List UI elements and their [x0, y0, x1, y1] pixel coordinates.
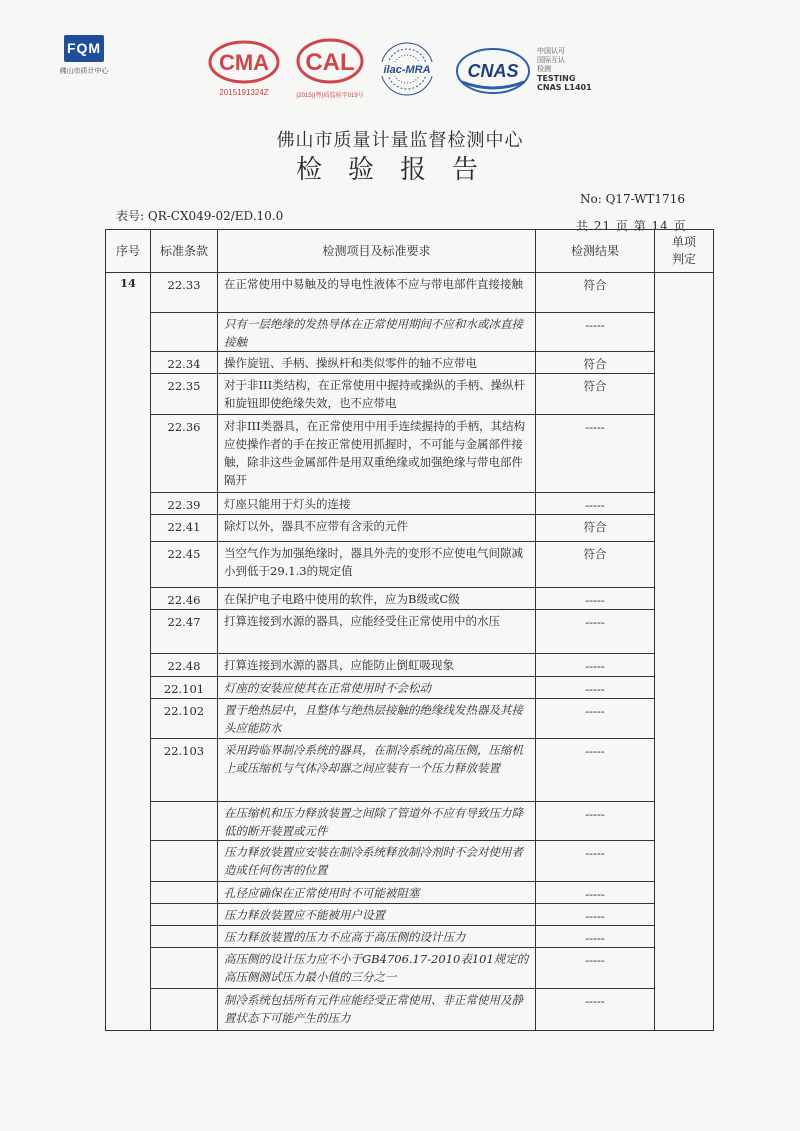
table-row: [106, 610, 714, 654]
result-cell: -----: [536, 654, 655, 677]
cal-seal-icon: [294, 38, 366, 84]
table-row: [106, 352, 714, 374]
result-cell: 符合: [536, 374, 655, 415]
item-cell: 在正常使用中易触及的导电性液体不应与带电部件直接接触: [218, 273, 536, 313]
result-cell: 符合: [536, 542, 655, 588]
cma-code: 2015191324Z: [219, 88, 269, 97]
clause-cell: 22.35: [151, 374, 218, 415]
table-row: [106, 515, 714, 542]
table-row: [106, 588, 714, 610]
table-row: [106, 926, 714, 948]
result-cell: 符合: [536, 273, 655, 313]
table-row: [106, 699, 714, 739]
result-cell: -----: [536, 802, 655, 841]
table-row: [106, 841, 714, 882]
cma-logo: [208, 40, 280, 97]
inspection-table: [105, 229, 714, 1031]
table-row: [106, 654, 714, 677]
item-cell: 操作旋钮、手柄、操纵杆和类似零件的轴不应带电: [218, 352, 536, 374]
item-cell: 压力释放装置应安装在制冷系统释放制冷剂时不会对使用者造成任何伤害的位置: [218, 841, 536, 882]
clause-cell: 22.41: [151, 515, 218, 542]
result-cell: -----: [536, 989, 655, 1031]
table-row: [106, 542, 714, 588]
organization-name: 佛山市质量计量监督检测中心: [276, 130, 524, 151]
page-indicator: 共 21 页 第 14 页: [576, 219, 687, 233]
verdict-cell: [655, 273, 714, 1031]
item-cell: 除灯以外，器具不应带有含汞的元件: [218, 515, 536, 542]
report-title: 检验报告: [295, 155, 504, 185]
fqm-mark: FQM: [64, 35, 104, 62]
table-row: [106, 415, 714, 493]
cnas-mark-icon: [454, 46, 532, 96]
clause-cell: 22.46: [151, 588, 218, 610]
table-header-row: [106, 230, 714, 273]
item-cell: 灯座只能用于灯头的连接: [218, 493, 536, 515]
clause-cell: 22.34: [151, 352, 218, 374]
clause-cell: 22.36: [151, 415, 218, 493]
clause-cell: 22.48: [151, 654, 218, 677]
clause-cell: [151, 948, 218, 989]
item-cell: 压力释放装置的压力不应高于高压侧的设计压力: [218, 926, 536, 948]
cnas-text-line: CNAS L1401: [537, 83, 592, 92]
clause-cell: [151, 989, 218, 1031]
result-cell: -----: [536, 313, 655, 352]
result-cell: -----: [536, 882, 655, 904]
result-cell: -----: [536, 588, 655, 610]
item-cell: 对于非III类结构，在正常使用中握持或操纵的手柄、操纵杆和旋钮即使绝缘失效，也不应带电: [218, 374, 536, 415]
cma-mark: CMA: [218, 50, 270, 75]
cnas-logo: [454, 46, 532, 100]
result-cell: -----: [536, 699, 655, 739]
table-row: [106, 739, 714, 802]
cnas-text-line: TESTING: [537, 74, 576, 83]
result-cell: -----: [536, 493, 655, 515]
result-cell: -----: [536, 841, 655, 882]
clause-cell: 22.47: [151, 610, 218, 654]
clause-cell: 22.103: [151, 739, 218, 802]
fqm-caption: 佛山市质计中心: [59, 67, 109, 75]
item-cell: 打算连接到水源的器具，应能经受住正常使用中的水压: [218, 610, 536, 654]
item-cell: 只有一层绝缘的发热导体在正常使用期间不应和水或冰直接接触: [218, 313, 536, 352]
cnas-text-line: 检测: [537, 65, 551, 73]
fqm-logo: [58, 35, 110, 76]
ilac-logo: [374, 40, 440, 102]
table-row: [106, 989, 714, 1031]
result-cell: -----: [536, 739, 655, 802]
clause-cell: 22.45: [151, 542, 218, 588]
item-cell: 打算连接到水源的器具，应能防止倒虹吸现象: [218, 654, 536, 677]
item-cell: 在保护电子电路中使用的软件，应为B级或C级: [218, 588, 536, 610]
cal-code: (2015)(粤)质监验字019号: [296, 93, 364, 99]
table-row: [106, 273, 714, 313]
cal-mark: CAL: [305, 49, 355, 76]
cnas-text-line: 中国认可: [537, 47, 565, 55]
result-cell: -----: [536, 948, 655, 989]
header-clause: 标准条款: [151, 230, 218, 273]
clause-cell: 22.33: [151, 273, 218, 313]
table-row: [106, 882, 714, 904]
result-cell: -----: [536, 677, 655, 699]
header-item: 检测项目及标准要求: [218, 230, 536, 273]
table-row: [106, 802, 714, 841]
item-cell: 高压侧的设计压力应不小于GB4706.17-2010表101规定的高压侧测试压力最小值的三分之一: [218, 948, 536, 989]
result-cell: 符合: [536, 352, 655, 374]
item-cell: 当空气作为加强绝缘时，器具外壳的变形不应使电气间隙减小到低于29.1.3的规定值: [218, 542, 536, 588]
clause-cell: 22.39: [151, 493, 218, 515]
form-number: 表号: QR-CX049-02/ED.10.0: [116, 209, 284, 223]
item-cell: 孔径应确保在正常使用时不可能被阻塞: [218, 882, 536, 904]
item-cell: 置于绝热层中，且整体与绝热层接触的绝缘线发热器及其接头应能防水: [218, 699, 536, 739]
cnas-mark: CNAS: [467, 61, 519, 81]
table-row: [106, 677, 714, 699]
header-result: 检测结果: [536, 230, 655, 273]
clause-cell: [151, 802, 218, 841]
clause-cell: [151, 882, 218, 904]
result-cell: -----: [536, 610, 655, 654]
clause-cell: [151, 841, 218, 882]
clause-cell: [151, 904, 218, 926]
result-cell: 符合: [536, 515, 655, 542]
result-cell: -----: [536, 904, 655, 926]
item-cell: 采用跨临界制冷系统的器具，在制冷系统的高压侧，压缩机上或压缩机与气体冷却器之间应装有一个压力释放装置: [218, 739, 536, 802]
cal-logo: [294, 38, 366, 99]
result-cell: -----: [536, 926, 655, 948]
report-number: No: Q17-WT1716: [580, 192, 685, 206]
header-verdict: 单项判定: [655, 230, 714, 273]
item-cell: 灯座的安装应使其在正常使用时不会松动: [218, 677, 536, 699]
clause-cell: 22.102: [151, 699, 218, 739]
result-cell: -----: [536, 415, 655, 493]
table-row: [106, 313, 714, 352]
table-row: [106, 493, 714, 515]
header-seq: 序号: [106, 230, 151, 273]
item-cell: 压力释放装置应不能被用户设置: [218, 904, 536, 926]
ilac-mark: ilac-MRA: [383, 64, 431, 76]
clause-cell: [151, 313, 218, 352]
cnas-text-line: 国际互认: [537, 56, 565, 64]
clause-cell: [151, 926, 218, 948]
cnas-text: [537, 47, 592, 92]
sequence-number: 14: [106, 273, 151, 1031]
table-row: [106, 948, 714, 989]
item-cell: 对非III类器具，在正常使用中用手连续握持的手柄，其结构应使操作者的手在按正常使用抓握时，不可能与金属部件接触，除非这些金属部件是用双重绝缘或加强绝缘与带电部件隔开: [218, 415, 536, 493]
ilac-mra-icon: [374, 40, 440, 98]
item-cell: 在压缩机和压力释放装置之间除了管道外不应有导致压力降低的断开装置或元件: [218, 802, 536, 841]
item-cell: 制冷系统包括所有元件应能经受正常使用、非正常使用及静置状态下可能产生的压力: [218, 989, 536, 1031]
table-row: [106, 374, 714, 415]
table-row: [106, 904, 714, 926]
clause-cell: 22.101: [151, 677, 218, 699]
cma-seal-icon: [208, 40, 280, 84]
